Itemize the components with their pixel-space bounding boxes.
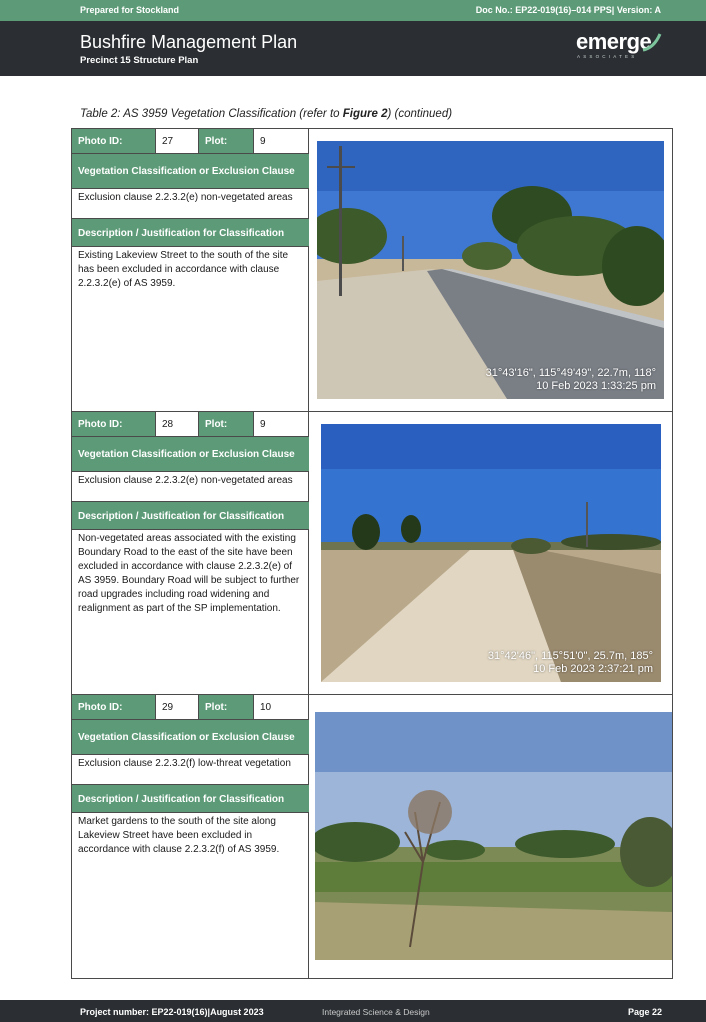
plot-label: Plot: bbox=[199, 412, 254, 436]
photo-id-label: Photo ID: bbox=[72, 129, 156, 153]
site-photo-27 bbox=[317, 141, 664, 399]
description-text: Existing Lakeview Street to the south of the site has been excluded in accordance with clause 2.2.3.2(e) of AS 3959. bbox=[78, 250, 289, 289]
classification-value: Exclusion clause 2.2.3.2(e) non-vegetated areas bbox=[72, 472, 309, 502]
emerge-logo bbox=[576, 29, 666, 65]
table-caption bbox=[80, 108, 452, 120]
header-banner bbox=[0, 21, 706, 76]
doc-number: Doc No.: EP22-019(16)–014 PPS| Version: A bbox=[475, 5, 661, 15]
classification-value: Exclusion clause 2.2.3.2(f) low-threat vegetation bbox=[72, 755, 309, 785]
document-title: Bushfire Management Plan bbox=[80, 32, 298, 52]
page-number: Page 22 bbox=[627, 1007, 662, 1017]
row-details bbox=[72, 412, 309, 694]
plot-value: 9 bbox=[260, 136, 266, 147]
description-text: Non-vegetated areas associated with the existing Boundary Road to the east of the site have been excluded in accordance with clause 2.2.3.2(e) of AS 3959. Boundary Road will be subject to further road upgrades including road widening and realignment as part of the SP implementation. bbox=[78, 533, 300, 614]
photo-datetime: 10 Feb 2023 2:37:21 pm bbox=[533, 663, 653, 675]
classification-header: Vegetation Classification or Exclusion Clause bbox=[72, 437, 309, 472]
plot-label: Plot: bbox=[199, 695, 254, 719]
plot-label: Plot: bbox=[199, 129, 254, 153]
photo-timestamp bbox=[488, 650, 653, 676]
logo-swoosh-icon bbox=[640, 30, 664, 54]
photo-timestamp bbox=[486, 367, 656, 393]
logo-wordmark: emerge bbox=[576, 29, 652, 54]
table-row bbox=[72, 412, 672, 695]
table-row bbox=[72, 129, 672, 412]
road-photo-illustration bbox=[317, 141, 664, 399]
prepared-for: Prepared for Stockland bbox=[80, 5, 180, 15]
caption-prefix: Table 2: AS 3959 Vegetation Classification (refer to bbox=[80, 108, 343, 120]
document-subtitle: Precinct 15 Structure Plan bbox=[80, 55, 199, 66]
caption-suffix: ) (continued) bbox=[387, 108, 453, 120]
site-photo-28 bbox=[321, 424, 661, 682]
logo-subtext: ASSOCIATES bbox=[577, 54, 638, 59]
plot-value: 10 bbox=[260, 702, 272, 713]
id-line bbox=[72, 695, 309, 720]
classification-header: Vegetation Classification or Exclusion Clause bbox=[72, 154, 309, 189]
description-header: Description / Justification for Classification bbox=[72, 219, 309, 247]
photo-id-label: Photo ID: bbox=[72, 412, 156, 436]
description-header: Description / Justification for Classification bbox=[72, 785, 309, 813]
row-details bbox=[72, 129, 309, 411]
photo-coordinates: 31°42'46", 115°51'0", 25.7m, 185° bbox=[487, 650, 653, 662]
plot-value: 9 bbox=[260, 419, 266, 430]
photo-id-label: Photo ID: bbox=[72, 695, 156, 719]
footer-tagline: Integrated Science & Design bbox=[322, 1007, 430, 1017]
id-line bbox=[72, 129, 309, 154]
site-photo-29 bbox=[315, 712, 672, 960]
photo-id-value: 28 bbox=[156, 412, 199, 436]
caption-figure-ref: Figure 2 bbox=[342, 108, 388, 120]
market-garden-photo-illustration bbox=[315, 712, 672, 960]
road-photo-illustration bbox=[321, 424, 661, 682]
classification-value: Exclusion clause 2.2.3.2(e) non-vegetated areas bbox=[72, 189, 309, 219]
top-bar bbox=[0, 0, 706, 21]
table-row bbox=[72, 695, 672, 978]
photo-coordinates: 31°43'16", 115°49'49", 22.7m, 118° bbox=[485, 367, 656, 379]
photo-id-value: 27 bbox=[156, 129, 199, 153]
photo-id-value: 29 bbox=[156, 695, 199, 719]
footer-bar bbox=[0, 1000, 706, 1022]
id-line bbox=[72, 412, 309, 437]
project-number: Project number: EP22-019(16)|August 2023 bbox=[80, 1007, 264, 1017]
photo-datetime: 10 Feb 2023 1:33:25 pm bbox=[536, 380, 656, 392]
description-text: Market gardens to the south of the site along Lakeview Street have been excluded in accordance with clause 2.2.3.2(f) of AS 3959. bbox=[78, 816, 280, 855]
row-details bbox=[72, 695, 309, 978]
description-header: Description / Justification for Classification bbox=[72, 502, 309, 530]
classification-header: Vegetation Classification or Exclusion Clause bbox=[72, 720, 309, 755]
vegetation-classification-table bbox=[71, 128, 673, 979]
